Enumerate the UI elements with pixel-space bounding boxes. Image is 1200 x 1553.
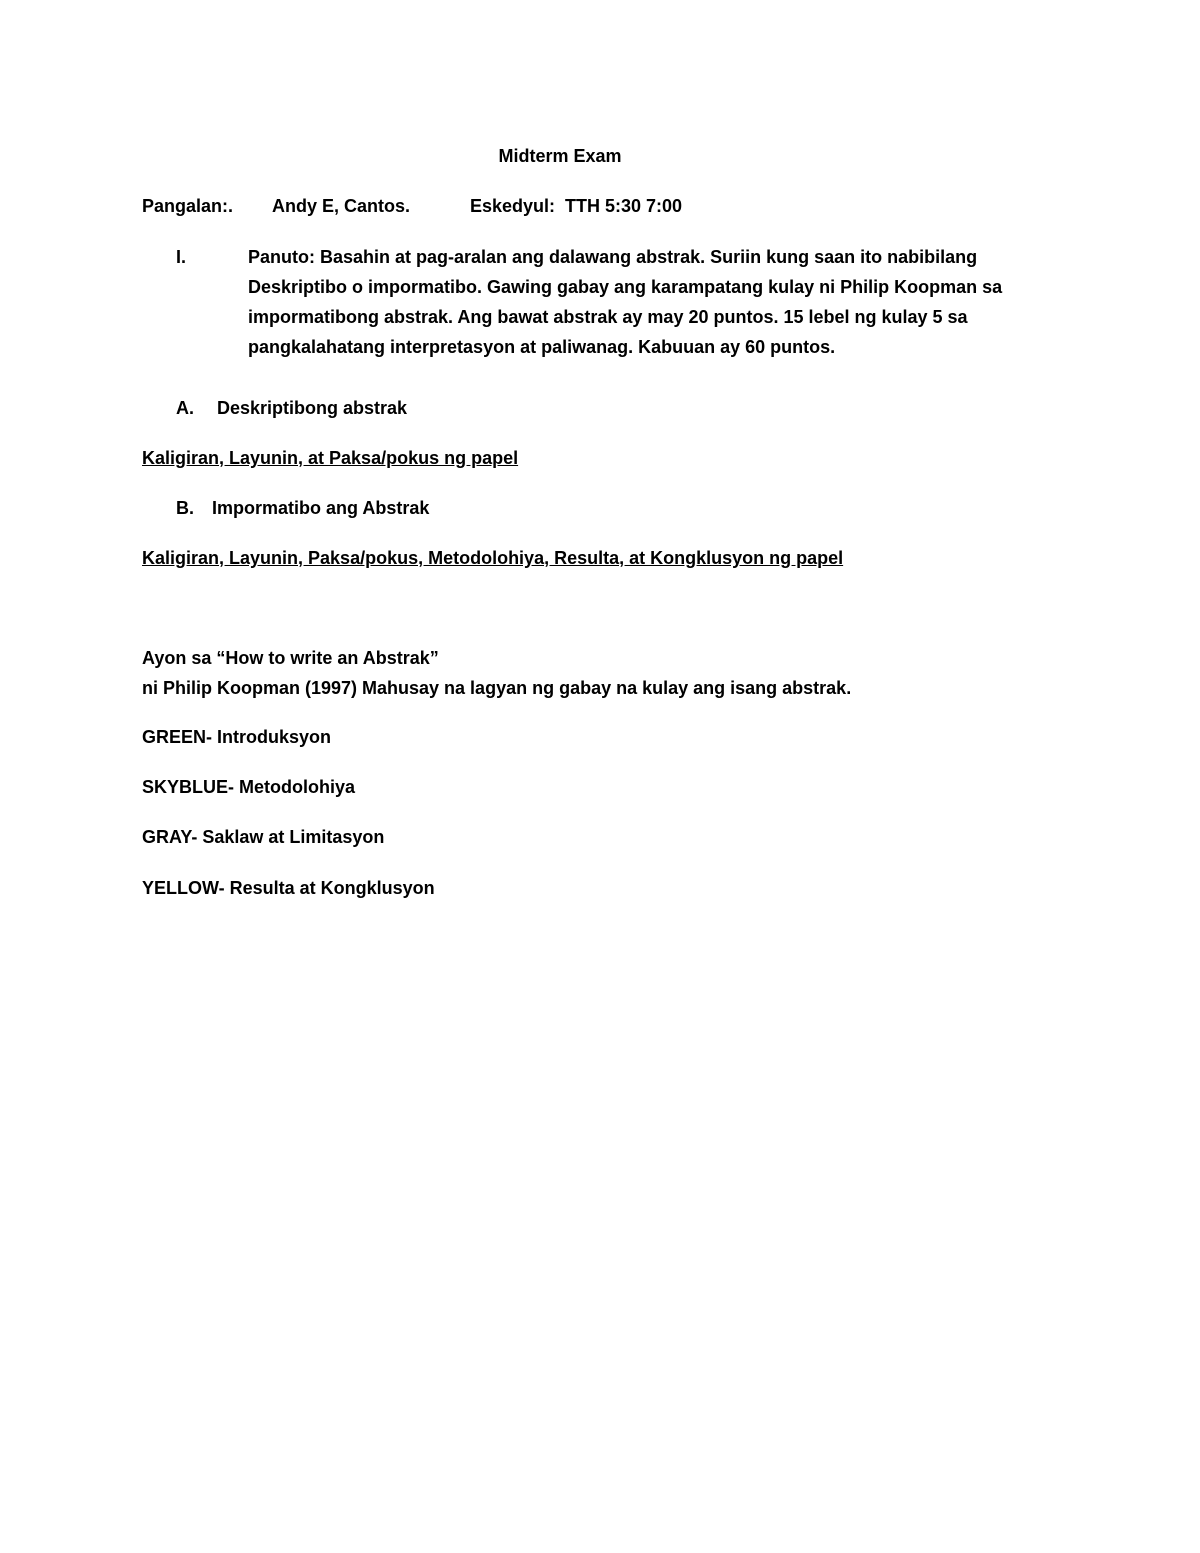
koopman-line-1: Ayon sa “How to write an Abstrak”	[142, 648, 439, 668]
item-b-detail: Kaligiran, Layunin, Paksa/pokus, Metodolohiya, Resulta, at Kongklusyon ng papel	[142, 548, 844, 568]
color-green: GREEN- Introduksyon	[142, 727, 332, 747]
name-label: Pangalan:.	[142, 196, 234, 216]
section-number: I.	[176, 247, 187, 267]
color-skyblue: SKYBLUE- Metodolohiya	[142, 777, 356, 797]
color-gray: GRAY- Saklaw at Limitasyon	[142, 827, 385, 847]
instructions-line-3: impormatibong abstrak. Ang bawat abstrak ay may 20 puntos. 15 lebel ng kulay 5 sa	[248, 307, 968, 327]
item-a-letter: A.	[176, 398, 194, 418]
instructions-line-2: Deskriptibo o impormatibo. Gawing gabay ang karampatang kulay ni Philip Koopman sa	[248, 277, 1003, 297]
item-a-label: Deskriptibong abstrak	[217, 398, 408, 418]
instructions-line-1: Panuto: Basahin at pag-aralan ang dalawang abstrak. Suriin kung saan ito nabibilang	[248, 247, 978, 267]
instructions-line-4: pangkalahatang interpretasyon at paliwanag. Kabuuan ay 60 puntos.	[248, 337, 836, 357]
color-yellow: YELLOW- Resulta at Kongklusyon	[142, 878, 435, 898]
schedule-value: TTH 5:30 7:00	[565, 196, 683, 216]
exam-title: Midterm Exam	[498, 146, 622, 166]
koopman-line-2: ni Philip Koopman (1997) Mahusay na lagyan ng gabay na kulay ang isang abstrak.	[142, 678, 852, 698]
item-b-label: Impormatibo ang Abstrak	[212, 498, 430, 518]
schedule-label: Eskedyul:	[470, 196, 556, 216]
name-value: Andy E, Cantos.	[272, 196, 411, 216]
item-a-detail: Kaligiran, Layunin, at Paksa/pokus ng papel	[142, 448, 519, 468]
item-b-letter: B.	[176, 498, 194, 518]
